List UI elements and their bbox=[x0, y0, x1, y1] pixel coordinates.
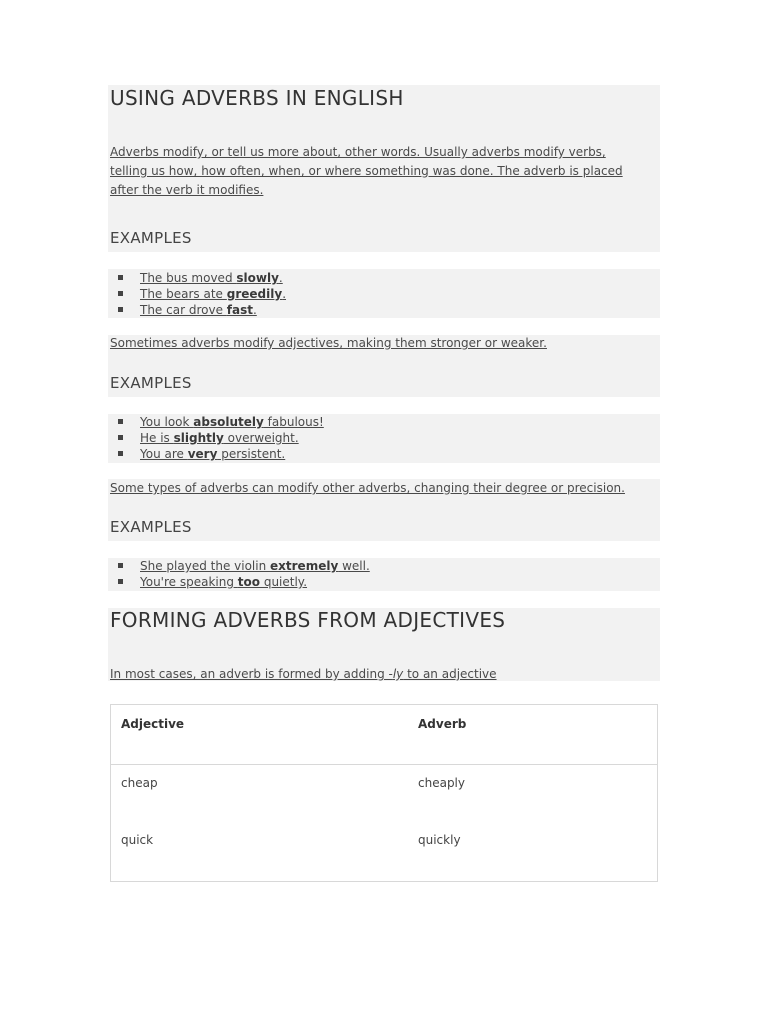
adjective-adverb-table bbox=[110, 704, 658, 882]
table-divider bbox=[111, 764, 657, 765]
list-item: The bus moved slowly. bbox=[118, 270, 286, 286]
adjective-paragraph: Sometimes adverbs modify adjectives, making them stronger or weaker. bbox=[110, 336, 547, 350]
page-title: USING ADVERBS IN ENGLISH bbox=[110, 86, 404, 110]
intro-paragraph: Adverbs modify, or tell us more about, other words. Usually adverbs modify verbs, telling us how, how often, when, or where something was done. The adverb is placed after the verb it modifies. bbox=[110, 145, 623, 197]
examples-list-3 bbox=[118, 558, 370, 590]
forming-paragraph: In most cases, an adverb is formed by adding -ly to an adjective bbox=[110, 667, 497, 681]
list-item: He is slightly overweight. bbox=[118, 430, 324, 446]
cell-adverb: quickly bbox=[418, 833, 461, 847]
examples-heading-3: EXAMPLES bbox=[110, 518, 192, 536]
examples-list-2 bbox=[118, 414, 324, 462]
bullet-icon bbox=[118, 579, 123, 584]
bullet-icon bbox=[118, 563, 123, 568]
bullet-icon bbox=[118, 435, 123, 440]
cell-adjective: quick bbox=[121, 833, 154, 847]
bullet-icon bbox=[118, 451, 123, 456]
list-item: The car drove fast. bbox=[118, 302, 286, 318]
forming-adverbs-title: FORMING ADVERBS FROM ADJECTIVES bbox=[110, 608, 506, 632]
bullet-icon bbox=[118, 291, 123, 296]
cell-adjective: cheap bbox=[121, 776, 158, 790]
header-adverb: Adverb bbox=[418, 717, 467, 731]
bullet-icon bbox=[118, 275, 123, 280]
header-adjective: Adjective bbox=[121, 717, 185, 731]
examples-heading-2: EXAMPLES bbox=[110, 374, 192, 392]
list-item: She played the violin extremely well. bbox=[118, 558, 370, 574]
bullet-icon bbox=[118, 419, 123, 424]
examples-heading-1: EXAMPLES bbox=[110, 229, 192, 247]
list-item: You look absolutely fabulous! bbox=[118, 414, 324, 430]
bullet-icon bbox=[118, 307, 123, 312]
list-item: The bears ate greedily. bbox=[118, 286, 286, 302]
cell-adverb: cheaply bbox=[418, 776, 465, 790]
adverb-paragraph: Some types of adverbs can modify other adverbs, changing their degree or precision. bbox=[110, 481, 625, 495]
examples-list-1 bbox=[118, 270, 286, 318]
list-item: You are very persistent. bbox=[118, 446, 324, 462]
list-item: You're speaking too quietly. bbox=[118, 574, 370, 590]
